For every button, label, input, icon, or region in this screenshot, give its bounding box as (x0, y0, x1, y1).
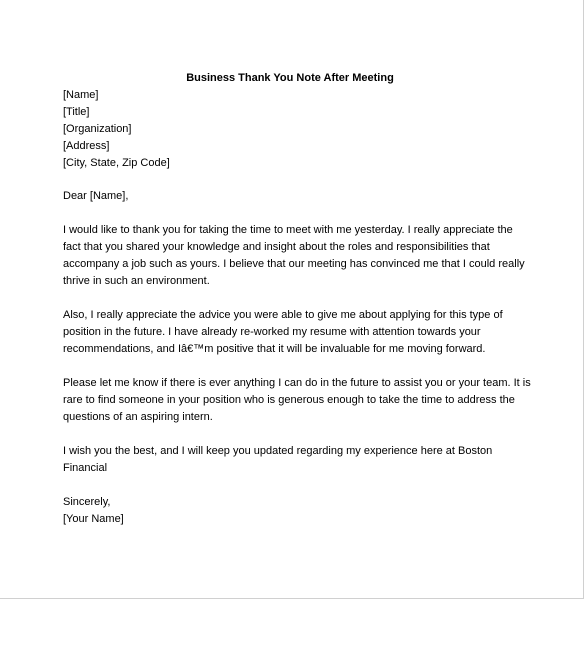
paragraph-line: rare to find someone in your position who is generous enough to take the time to address the (63, 394, 515, 406)
recipient-address (63, 87, 523, 172)
address-line-name: [Name] (63, 89, 99, 101)
paragraph-2 (63, 307, 523, 358)
paragraph-4 (63, 443, 523, 477)
paragraph-line: I wish you the best, and I will keep you updated regarding my experience here at Boston (63, 445, 493, 457)
address-line-address: [Address] (63, 140, 110, 152)
paragraph-line: fact that you shared your knowledge and insight about the roles and responsibilities that (63, 241, 490, 253)
paragraph-line: thrive in such an environment. (63, 275, 210, 287)
document-title: Business Thank You Note After Meeting (186, 72, 394, 84)
paragraph-line: Also, I really appreciate the advice you were able to give me about applying for this type of (63, 309, 503, 321)
closing: Sincerely, (63, 496, 111, 508)
letter-body (63, 70, 531, 528)
address-line-city: [City, State, Zip Code] (63, 157, 170, 169)
paragraph-1 (63, 222, 523, 290)
signature: [Your Name] (63, 513, 124, 525)
paragraph-line: Please let me know if there is ever anything I can do in the future to assist you or your team. It is (63, 377, 531, 389)
salutation: Dear [Name], (63, 190, 129, 202)
paragraph-line: accompany a job such as yours. I believe that our meeting has convinced me that I could really (63, 258, 525, 270)
paragraph-line: position in the future. I have already re-worked my resume with attention towards your (63, 326, 481, 338)
paragraph-3 (63, 375, 531, 426)
paragraph-line: questions of an aspiring intern. (63, 411, 213, 423)
paragraph-line: recommendations, and Iâ€™m positive that it will be invaluable for me moving forward. (63, 343, 486, 355)
address-line-organization: [Organization] (63, 123, 132, 135)
paragraph-line: I would like to thank you for taking the time to meet with me yesterday. I really appreciate the (63, 224, 513, 236)
address-line-title: [Title] (63, 106, 90, 118)
paragraph-line: Financial (63, 462, 108, 474)
closing-block (63, 494, 523, 528)
